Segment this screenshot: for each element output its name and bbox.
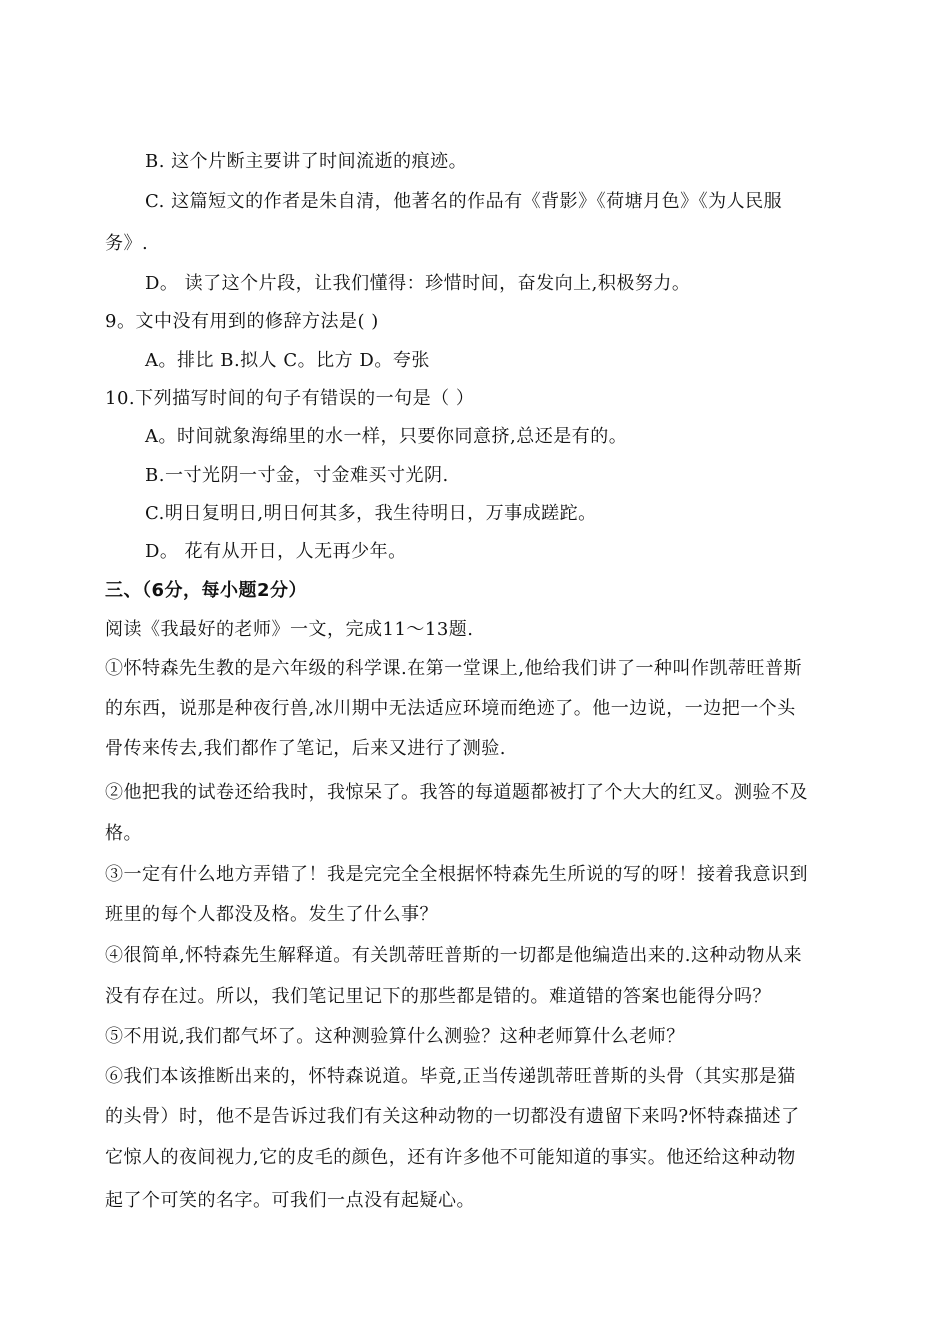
q8-option-b: B. 这个片断主要讲了时间流逝的痕迹。 (145, 151, 468, 172)
paragraph-3-line-1: ③一定有什么地方弄错了！我是完完全全根据怀特森先生所说的写的呀！接着我意识到 (105, 864, 808, 885)
q8-option-c-line1: C. 这篇短文的作者是朱自清，他著名的作品有《背影》《荷塘月色》《为人民服 (145, 191, 783, 212)
paragraph-2-line-1: ②他把我的试卷还给我时，我惊呆了。我答的每道题都被打了个大大的红叉。测验不及 (105, 782, 808, 803)
q9-options: A。排比 B.拟人 C。比方 D。夸张 (145, 350, 430, 371)
section3-heading: 三、（6分，每小题2分） (105, 580, 308, 601)
paragraph-6-line-1: ⑥我们本该推断出来的，怀特森说道。毕竟,正当传递凯蒂旺普斯的头骨（其实那是猫 (105, 1066, 796, 1087)
section3-instruction: 阅读《我最好的老师》一文，完成11～13题. (105, 619, 474, 640)
q8-option-d: D。 读了这个片段，让我们懂得：珍惜时间，奋发向上,积极努力。 (145, 273, 691, 294)
q10-option-d: D。 花有从开日，人无再少年。 (145, 541, 407, 562)
q8-option-c-line2: 务》. (105, 233, 149, 254)
q10-option-c: C.明日复明日,明日何其多，我生待明日，万事成蹉跎。 (145, 503, 597, 524)
paragraph-6-line-3: 它惊人的夜间视力,它的皮毛的颜色，还有许多他不可能知道的事实。他还给这种动物 (105, 1147, 796, 1168)
paragraph-4-line-2: 没有存在过。所以，我们笔记里记下的那些都是错的。难道错的答案也能得分吗？ (105, 986, 771, 1007)
paragraph-1-line-2: 的东西，说那是种夜行兽,冰川期中无法适应环境而绝迹了。他一边说，一边把一个头 (105, 698, 796, 719)
paragraph-2-line-2: 格。 (105, 823, 142, 844)
q10-option-a: A。时间就象海绵里的水一样，只要你同意挤,总还是有的。 (145, 426, 628, 447)
q9-stem: 9。文中没有用到的修辞方法是( ) (105, 311, 379, 332)
paragraph-4-line-1: ④很简单,怀特森先生解释道。有关凯蒂旺普斯的一切都是他编造出来的.这种动物从来 (105, 945, 802, 966)
paragraph-6-line-4: 起了个可笑的名字。可我们一点没有起疑心。 (105, 1190, 475, 1211)
paragraph-1-line-1: ①怀特森先生教的是六年级的科学课.在第一堂课上,他给我们讲了一种叫作凯蒂旺普斯 (105, 658, 802, 679)
paragraph-1-line-3: 骨传来传去,我们都作了笔记，后来又进行了测验. (105, 738, 506, 759)
paragraph-6-line-2: 的头骨）时，他不是告诉过我们有关这种动物的一切都没有遗留下来吗?怀特森描述了 (105, 1106, 800, 1127)
q10-option-b: B.一寸光阴一寸金，寸金难买寸光阴. (145, 465, 449, 486)
paragraph-5-line-1: ⑤不用说,我们都气坏了。这种测验算什么测验？这种老师算什么老师？ (105, 1026, 685, 1047)
q10-stem: 10.下列描写时间的句子有错误的一句是（ ） (105, 388, 475, 409)
paragraph-3-line-2: 班里的每个人都没及格。发生了什么事？ (105, 904, 438, 925)
